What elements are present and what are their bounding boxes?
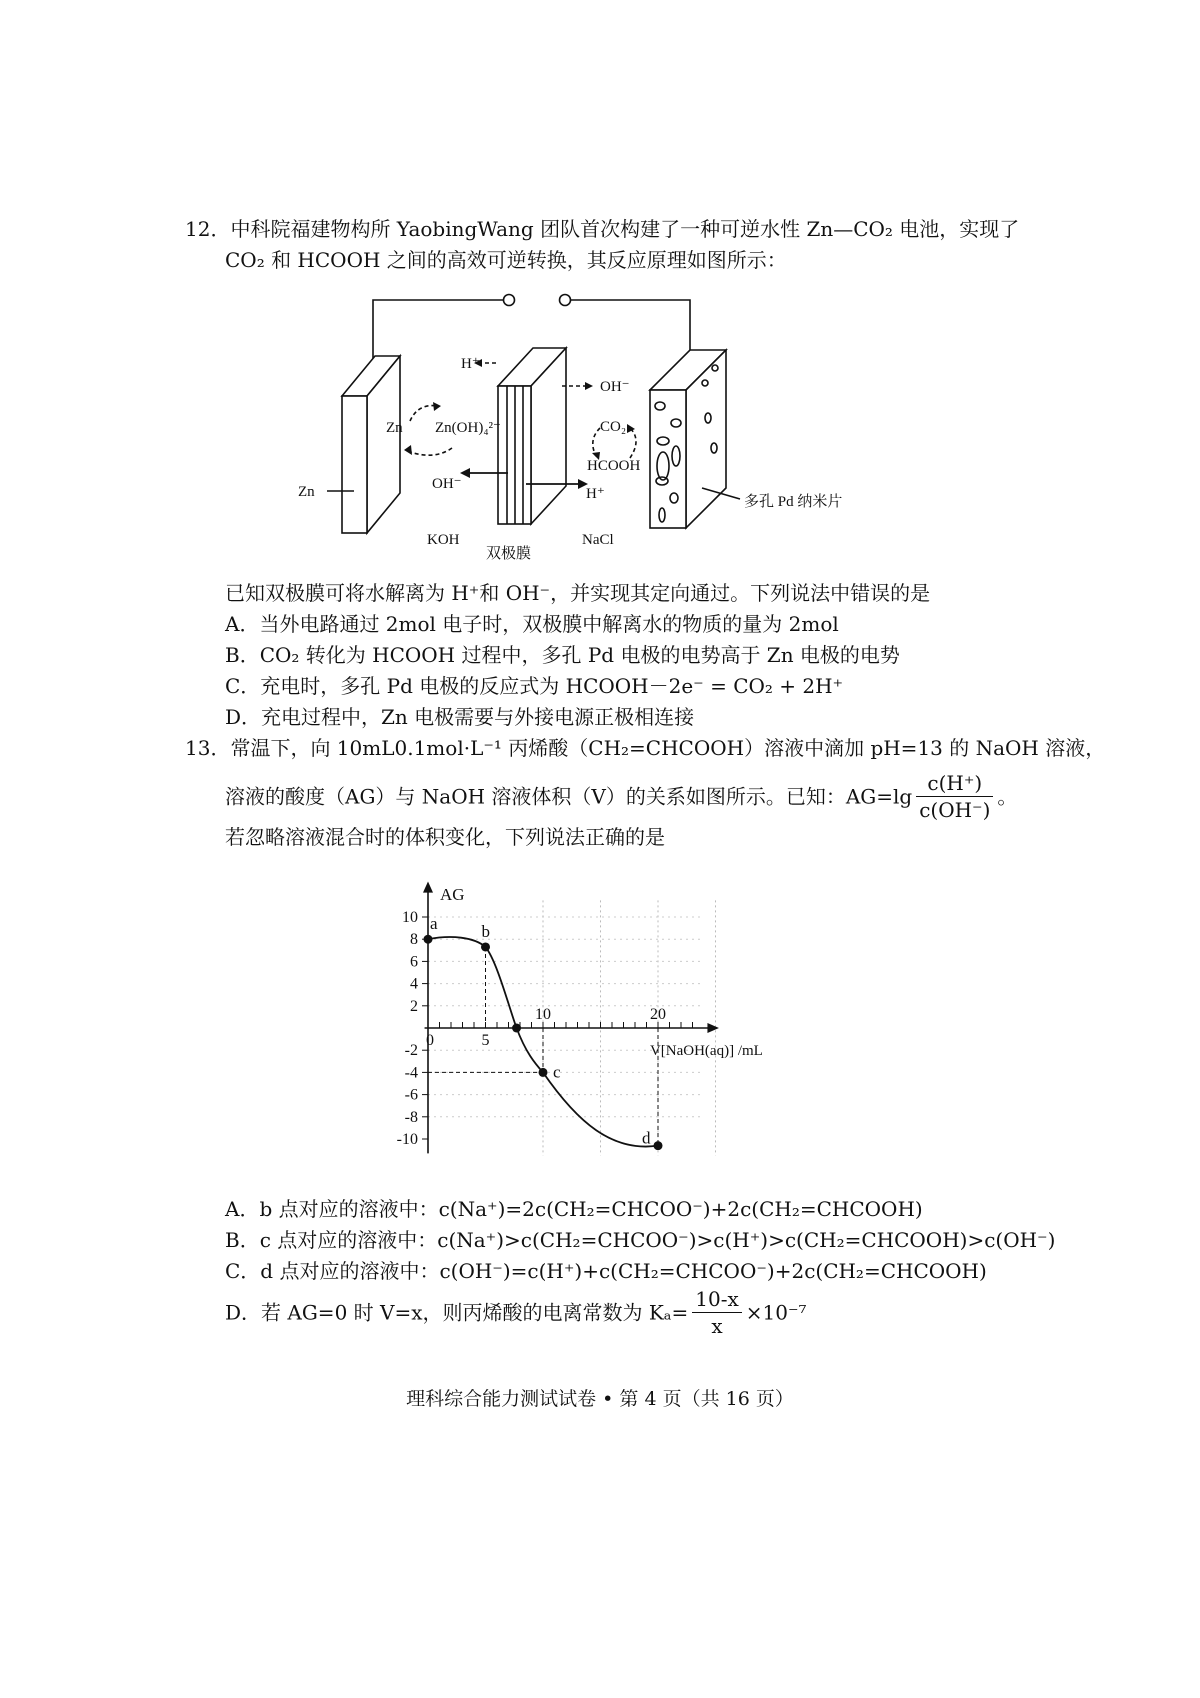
q13-option-d-text: D．若 AG=0 时 V=x，则丙烯酸的电离常数为 Kₐ= (225, 1300, 689, 1325)
label-hcooh: HCOOH (587, 458, 641, 474)
y-axis-label: AG (440, 884, 465, 904)
y-tick-label: 6 (410, 953, 418, 971)
q12-option-b: B．CO₂ 转化为 HCOOH 过程中，多孔 Pd 电极的电势高于 Zn 电极的电势 (225, 643, 900, 667)
y-tick-label: -6 (404, 1086, 418, 1104)
label-bipolar-membrane: 双极膜 (486, 546, 532, 562)
q13-option-c: C．d 点对应的溶液中：c(OH⁻)=c(H⁺)+c(CH₂=CHCOO⁻)+2c(CH₂=CHCOOH) (225, 1259, 987, 1283)
q12-line1 (185, 219, 1019, 239)
point-label-d: d (642, 1128, 651, 1148)
q13-line2 (225, 770, 1017, 823)
ka-fraction (692, 1286, 742, 1339)
data-point-d (654, 1141, 663, 1150)
point-label-c: c (553, 1062, 561, 1082)
q13-stem-2-end: 。 (997, 784, 1018, 809)
q13-number: 13． (185, 736, 231, 760)
y-tick-label: 2 (410, 997, 418, 1015)
y-tick-label: -4 (404, 1064, 418, 1082)
x-tick-label: 20 (650, 1006, 666, 1023)
y-tick-label: -10 (396, 1131, 418, 1148)
y-tick-label: 8 (410, 931, 418, 949)
point-label-b: b (481, 921, 490, 941)
data-point-b (481, 942, 490, 951)
q13-stem-2: 溶液的酸度（AG）与 NaOH 溶液体积（V）的关系如图所示。已知：AG=lg (225, 784, 913, 809)
data-point-c (539, 1068, 548, 1077)
label-oh-minus-left: OH⁻ (432, 476, 462, 492)
label-zincate: Zn(OH)₄²⁻ (435, 420, 501, 436)
label-oh-minus-top: OH⁻ (600, 379, 630, 395)
y-tick-label: 10 (402, 909, 418, 926)
label-h-plus-right: H⁺ (586, 486, 605, 502)
ag-numerator: c(H⁺) (916, 770, 993, 797)
q13-line1 (185, 738, 1105, 758)
q12-option-c: C．充电时，多孔 Pd 电极的反应式为 HCOOH－2e⁻ = CO₂ + 2H⁺ (225, 674, 844, 698)
label-zn-electrode: Zn (298, 484, 315, 500)
data-point (512, 1024, 521, 1033)
q12-note: 已知双极膜可将水解离为 H⁺和 OH⁻，并实现其定向通过。下列说法中错误的是 (225, 581, 931, 605)
x-tick-label: 10 (535, 1006, 551, 1023)
ag-chart (380, 868, 800, 1178)
q12-stem-2: CO₂ 和 HCOOH 之间的高效可逆转换，其反应原理如图所示： (225, 248, 787, 272)
battery-diagram (290, 288, 910, 583)
point-label-a: a (430, 914, 438, 934)
label-koh: KOH (427, 532, 460, 548)
ka-denominator: x (711, 1314, 723, 1338)
x-tick-label: 0 (426, 1032, 434, 1049)
label-h-plus-top: H⁺ (461, 356, 480, 372)
q13-option-b: B．c 点对应的溶液中：c(Na⁺)>c(CH₂=CHCOO⁻)>c(H⁺)>c(CH₂=CHCOOH)>c(OH⁻) (225, 1228, 1056, 1252)
x-tick-label: 5 (481, 1032, 490, 1049)
y-tick-label: -2 (404, 1042, 418, 1060)
label-nacl: NaCl (582, 532, 614, 548)
q13-stem-1: 常温下，向 10mL0.1mol·L⁻¹ 丙烯酸（CH₂=CHCOOH）溶液中滴加 pH=13 的 NaOH 溶液， (230, 736, 1106, 760)
ag-fraction (916, 770, 993, 823)
ag-denominator: c(OH⁻) (919, 798, 991, 822)
q12-number: 12． (185, 217, 231, 241)
q12-option-a: A．当外电路通过 2mol 电子时，双极膜中解离水的物质的量为 2mol (225, 612, 839, 636)
page-footer: 理科综合能力测试试卷 • 第 4 页（共 16 页） (406, 1388, 794, 1410)
q12-stem-1: 中科院福建物构所 YaobingWang 团队首次构建了一种可逆水性 Zn—CO₂ 电池，实现了 (230, 217, 1020, 241)
label-zn-inner: Zn (386, 420, 403, 436)
y-tick-label: 4 (410, 975, 418, 993)
x-axis-label: V[NaOH(aq)] /mL (649, 1043, 763, 1059)
label-porous-pd: 多孔 Pd 纳米片 (744, 494, 843, 510)
q13-stem-3: 若忽略溶液混合时的体积变化，下列说法正确的是 (225, 825, 665, 849)
q12-option-d: D．充电过程中，Zn 电极需要与外接电源正极相连接 (225, 705, 695, 729)
ka-multiplier: ×10⁻⁷ (745, 1300, 807, 1325)
y-axis-arrow (423, 881, 433, 892)
q13-option-a: A．b 点对应的溶液中：c(Na⁺)=2c(CH₂=CHCOO⁻)+2c(CH₂=CHCOOH) (225, 1197, 923, 1221)
y-tick-label: -8 (404, 1108, 418, 1126)
data-point-a (424, 935, 433, 944)
x-axis-arrow (707, 1023, 719, 1033)
label-co2: CO₂ (600, 419, 627, 435)
q13-option-d (225, 1286, 807, 1339)
ka-numerator: 10-x (692, 1286, 742, 1313)
